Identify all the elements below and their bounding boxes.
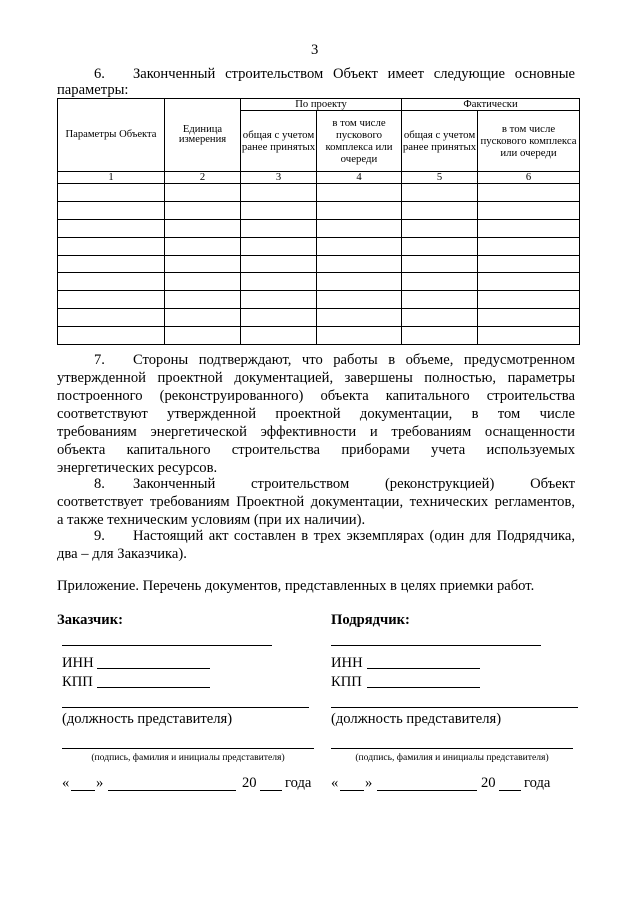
contractor-year-suffix: года [524,775,551,791]
table-cell[interactable] [478,219,580,237]
column-number: 2 [165,172,241,184]
contractor-date-open-quote: « [331,775,339,791]
table-cell[interactable] [165,273,241,291]
page-number: 3 [311,42,319,58]
item8-line: соответствует требованиям Проектной документации, технических регламентов, [57,494,575,510]
customer-signature-line[interactable] [62,748,314,749]
contractor-year-prefix: 20 [481,775,496,791]
header-by-project: По проекту [241,99,402,111]
header-actual-including: в том числе пускового комплекса или очереди [478,111,580,172]
customer-date-day-field[interactable] [71,790,95,791]
table-row [58,219,580,237]
table-row [58,237,580,255]
table-cell[interactable] [241,309,317,327]
table-cell[interactable] [317,273,402,291]
contractor-title: Подрядчик: [331,612,410,628]
table-cell[interactable] [58,219,165,237]
table-row [58,327,580,345]
column-number: 3 [241,172,317,184]
item9-line: два – для Заказчика). [57,546,187,562]
table-cell[interactable] [241,219,317,237]
header-actual: Фактически [402,99,580,111]
table-cell[interactable] [165,219,241,237]
header-unit: Единица измерения [165,99,241,172]
table-cell[interactable] [317,291,402,309]
table-cell[interactable] [402,309,478,327]
table-cell[interactable] [317,201,402,219]
customer-name-line[interactable] [62,645,272,646]
item7-number: 7. [94,352,105,368]
table-cell[interactable] [241,184,317,202]
table-cell[interactable] [58,237,165,255]
customer-date-month-field[interactable] [108,790,236,791]
table-row [58,309,580,327]
table-cell[interactable] [241,201,317,219]
table-cell[interactable] [478,309,580,327]
item7-line: энергетических ресурсов. [57,460,218,476]
table-cell[interactable] [402,327,478,345]
contractor-date-close-quote: » [365,775,373,791]
header-actual-total: общая с учетом ранее принятых [402,111,478,172]
customer-kpp-field[interactable] [97,687,210,688]
table-cell[interactable] [165,291,241,309]
item6-text-continued: параметры: [57,82,129,98]
customer-year-prefix: 20 [242,775,257,791]
table-cell[interactable] [478,291,580,309]
table-cell[interactable] [402,255,478,273]
table-cell[interactable] [402,201,478,219]
item7-line: утвержденной проектной документацией, завершены полностью, параметры [57,370,575,386]
column-number: 4 [317,172,402,184]
item8-line: Законченный строительством (реконструкцией) Объект [133,476,575,492]
table-cell[interactable] [478,201,580,219]
table-cell[interactable] [58,291,165,309]
item7-line: объекта капитального строительства приборами учета используемых [57,442,575,458]
table-cell[interactable] [317,219,402,237]
item7-line: построенного (реконструированного) объекта капитального строительства [57,388,575,404]
header-project-total: общая с учетом ранее принятых [241,111,317,172]
contractor-signature-line[interactable] [331,748,573,749]
table-row [58,201,580,219]
item7-line: Стороны подтверждают, что работы в объеме, предусмотренном [133,352,575,368]
table-cell[interactable] [241,237,317,255]
header-project-including: в том числе пускового комплекса или очереди [317,111,402,172]
table-cell[interactable] [402,219,478,237]
table-cell[interactable] [317,237,402,255]
table-cell[interactable] [317,184,402,202]
table-row [58,273,580,291]
customer-date-close-quote: » [96,775,104,791]
table-cell[interactable] [317,309,402,327]
table-cell[interactable] [478,237,580,255]
table-cell[interactable] [58,309,165,327]
table-cell[interactable] [165,327,241,345]
table-cell[interactable] [165,309,241,327]
contractor-position-line[interactable] [331,707,578,708]
customer-date-open-quote: « [62,775,70,791]
customer-title: Заказчик: [57,612,123,628]
contractor-inn-field[interactable] [367,668,480,669]
contractor-name-line[interactable] [331,645,541,646]
table-cell[interactable] [58,327,165,345]
table-cell[interactable] [165,184,241,202]
contractor-inn-label: ИНН [331,655,363,671]
table-cell[interactable] [478,255,580,273]
item9-number: 9. [94,528,105,544]
table-cell[interactable] [241,255,317,273]
customer-kpp-label: КПП [62,674,93,690]
table-cell[interactable] [317,327,402,345]
table-cell[interactable] [241,273,317,291]
contractor-kpp-field[interactable] [367,687,480,688]
table-cell[interactable] [478,327,580,345]
table-cell[interactable] [58,201,165,219]
column-number: 5 [402,172,478,184]
table-cell[interactable] [58,184,165,202]
table-cell[interactable] [165,255,241,273]
table-row [58,184,580,202]
item9-line: Настоящий акт составлен в трех экземплярах (один для Подрядчика, [133,528,575,544]
customer-year-field[interactable] [260,790,282,791]
object-parameters-table [57,98,580,345]
contractor-signature-caption: (подпись, фамилия и инициалы представителя) [355,752,549,763]
customer-year-suffix: года [285,775,312,791]
appendix-note: Приложение. Перечень документов, представленных в целях приемки работ. [57,578,535,594]
table-row [58,255,580,273]
table-cell[interactable] [58,255,165,273]
customer-signature-caption: (подпись, фамилия и инициалы представителя) [91,752,285,763]
contractor-position-caption: (должность представителя) [331,711,502,727]
table-cell[interactable] [402,237,478,255]
item8-number: 8. [94,476,105,492]
customer-inn-field[interactable] [97,668,210,669]
table-cell[interactable] [478,273,580,291]
contractor-date-day-field[interactable] [340,790,364,791]
table-cell[interactable] [402,291,478,309]
contractor-date-month-field[interactable] [377,790,477,791]
column-number: 6 [478,172,580,184]
table-cell[interactable] [478,184,580,202]
header-object-params: Параметры Объекта [58,99,165,172]
table-cell[interactable] [58,273,165,291]
table-cell[interactable] [165,237,241,255]
column-number: 1 [58,172,165,184]
table-cell[interactable] [241,291,317,309]
customer-position-line[interactable] [62,707,309,708]
customer-position-caption: (должность представителя) [62,711,233,727]
item8-line: а также техническим условиям (при их наличии). [57,512,366,528]
item6-text: Законченный строительством Объект имеет следующие основные [133,66,575,82]
table-cell[interactable] [241,327,317,345]
contractor-year-field[interactable] [499,790,521,791]
table-row [58,291,580,309]
item7-line: требованиям энергетической эффективности и требованиям оснащенности [57,424,575,440]
item7-line: соответствуют утвержденной проектной документации, в том числе [57,406,575,422]
contractor-kpp-label: КПП [331,674,362,690]
table-cell[interactable] [317,255,402,273]
table-cell[interactable] [165,201,241,219]
item6-number: 6. [94,66,105,82]
table-cell[interactable] [402,273,478,291]
customer-inn-label: ИНН [62,655,94,671]
table-cell[interactable] [402,184,478,202]
